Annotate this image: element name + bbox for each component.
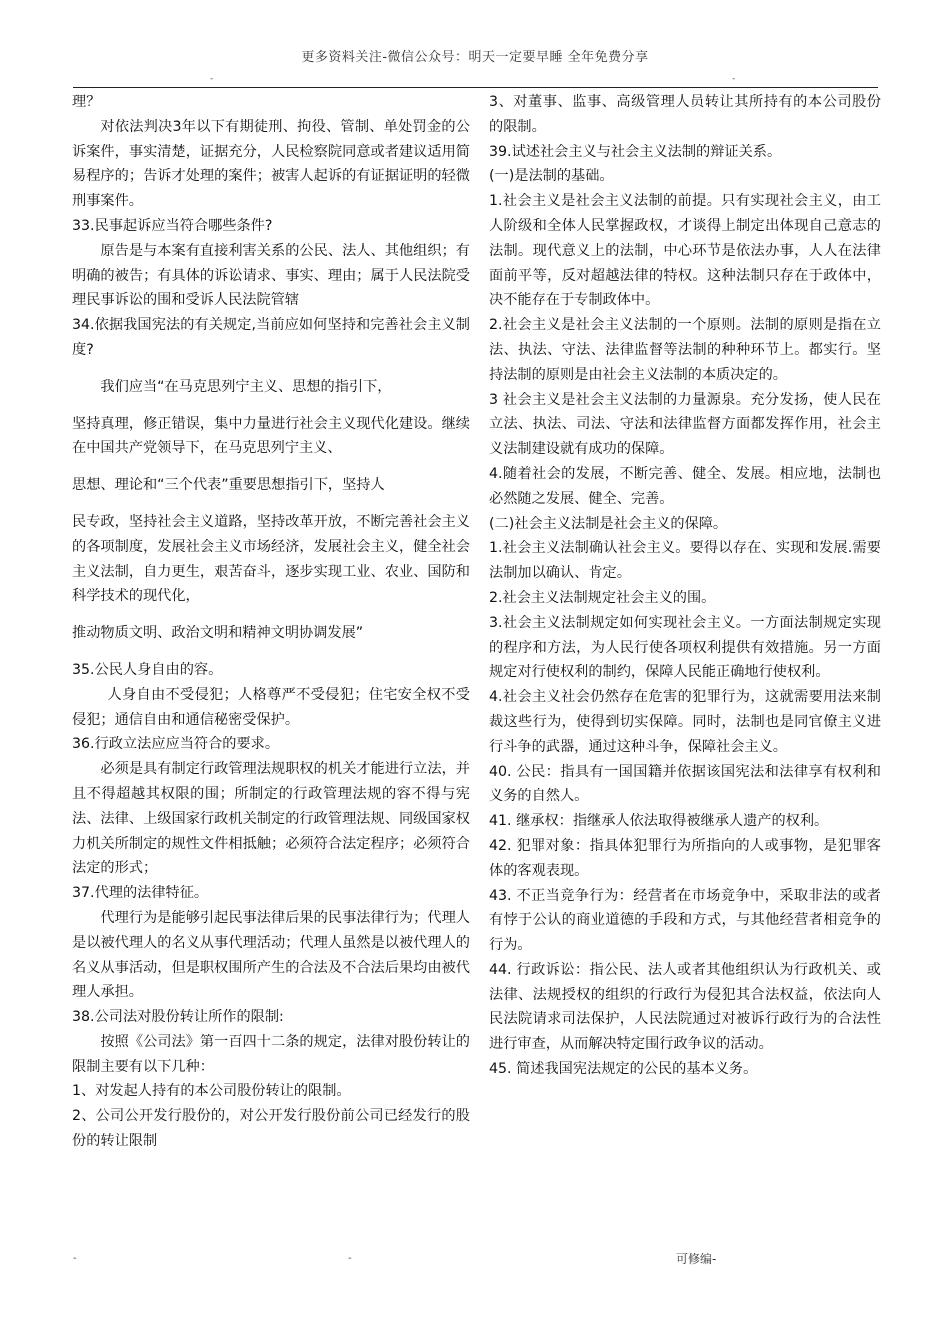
header-mark-left: - [210,74,214,84]
paragraph: 必须是具有制定行政管理法规职权的机关才能进行立法，并且不得超越其权限的围；所制定的行政管理法规的容不得与宪法、法律、上级国家行政机关制定的行政管理法规、同级国家权力机关所制定的规性文件相抵触；必须符合法定程序；必须符合法定的形式； [72,761,470,877]
paragraph: (一)是法制的基础。 [489,168,614,185]
left-text-column [72,90,470,1154]
paragraph: 33.民事起诉应当符合哪些条件? [72,217,273,234]
paragraph: 3、对董事、监事、高级管理人员转让其所持有的本公司股份的限制。 [489,94,881,135]
paragraph: 1.社会主义法制确认社会主义。要得以存在、实现和发展.需要法制加以确认、肯定。 [489,540,881,582]
paragraph: 我们应当“在马克思列宁主义、思想的指引下， [100,378,392,395]
paragraph: 代理行为是能够引起民事法律后果的民事法律行为；代理人是以被代理人的名义从事代理活动；代理人虽然是以被代理人的名义从事活动，但是职权围所产生的合法及不合法后果均由被代理人承担。 [72,909,470,1001]
paragraph: 民专政，坚持社会主义道路，坚持改革开放，不断完善社会主义的各项制度，发展社会主义市场经济，发展社会主义，健全社会主义法制，自力更生，艰苦奋斗，逐步实现工业、农业、国防和科学技术的现代化， [72,513,470,605]
paragraph: 4.社会主义社会仍然存在危害的犯罪行为，这就需要用法来制裁这些行为，使得到切实保障。同时，法制也是同官僚主义进行斗争的武器，通过这种斗争，保障社会主义。 [489,689,881,755]
footer-mark-1: - [73,1253,77,1264]
paragraph: 42. 犯罪对象：指具体犯罪行为所指向的人或事物，是犯罪客体的客观表现。 [489,837,881,879]
paragraph: 1、对发起人持有的本公司股份转让的限制。 [72,1083,351,1100]
paragraph: 44. 行政诉讼：指公民、法人或者其他组织认为行政机关、或法律、法规授权的组织的行政行为侵犯其合法权益，依法向人民法院请求司法保护，人民法院通过对被诉行政行为的合法性进行审查，从而解决特定围行政争议的活动。 [489,961,881,1053]
paragraph: 2.社会主义法制规定社会主义的围。 [489,589,716,606]
paragraph: 坚持真理，修正错误，集中力量进行社会主义现代化建设。继续在中国共产党领导下，在马克思列宁主义、 [72,415,470,457]
paragraph: 人身自由不受侵犯；人格尊严不受侵犯；住宅安全权不受侵犯；通信自由和通信秘密受保护。 [72,686,470,728]
footer-mark-2: - [348,1253,352,1264]
paragraph: 思想、理论和“三个代表”重要思想指引下，坚持人 [72,477,385,494]
paragraph: 3.社会主义法制规定如何实现社会主义。一方面法制规定实现的程序和方法，为人民行使各项权利提供有效措施。另一方面规定对行使权利的制约，保障人民能正确地行使权利。 [489,614,881,681]
paragraph: 2.社会主义是社会主义法制的一个原则。法制的原则是指在立法、执法、守法、法律监督等法制的种种环节上。都实行。坚持法制的原则是由社会主义法制的本质决定的。 [489,317,881,383]
paragraph: 2、公司公开发行股份的，对公开发行股份前公司已经发行的股份的转让限制 [72,1108,470,1150]
right-text-column [489,90,881,1082]
header-divider [73,87,878,88]
paragraph: 40. 公民：指具有一国国籍并依据该国宪法和法律享有权利和义务的自然人。 [489,763,881,805]
paragraph: 3 社会主义是社会主义法制的力量源泉。充分发扬，使人民在立法、执法、司法、守法和法律监督方面都发挥作用，社会主义法制建设就有成功的保障。 [489,391,881,458]
paragraph: 按照《公司法》第一百四十二条的规定，法律对股份转让的限制主要有以下几种： [72,1033,470,1075]
paragraph: 1.社会主义是社会主义法制的前提。只有实现社会主义，由工人阶级和全体人民掌握政权，才谈得上制定出体现自己意志的法制。现代意义上的法制，中心环节是依法办事，人人在法律面前平等，反对超越法律的特权。这种法制只存在于政体中，决不能存在于专制政体中。 [489,193,881,309]
paragraph: 4.随着社会的发展，不断完善、健全、发展。相应地，法制也必然随之发展、健全、完善。 [489,465,881,507]
paragraph: (二)社会主义法制是社会主义的保障。 [489,515,728,532]
paragraph: 45. 简述我国宪法规定的公民的基本义务。 [489,1061,758,1078]
footer-editable-note: 可修编- [676,1252,717,1266]
paragraph: 34.依据我国宪法的有关规定,当前应如何坚持和完善社会主义制度? [72,317,470,358]
paragraph: 推动物质文明、政治文明和精神文明协调发展” [72,625,364,642]
paragraph: 38.公司法对股份转让所作的限制: [72,1009,284,1026]
paragraph: 原告是与本案有直接利害关系的公民、法人、其他组织；有明确的被告；有具体的诉讼请求、事实、理由；属于人民法院受理民事诉讼的围和受诉人民法院管辖 [72,242,470,309]
paragraph: 35.公民人身自由的容。 [72,661,223,678]
paragraph: 理？ [72,94,101,110]
paragraph: 37.代理的法律特征。 [72,885,209,902]
header-mark-right: - [732,74,736,84]
page-header-banner: 更多资料关注-微信公众号：明天一定要早睡 全年免费分享 [301,50,649,65]
paragraph: 对依法判决3年以下有期徒刑、拘役、管制、单处罚金的公诉案件，事实清楚，证据充分，人民检察院同意或者建议适用简易程序的；告诉才处理的案件；被害人起诉的有证据证明的轻微刑事案件。 [72,118,470,210]
paragraph: 41. 继承权：指继承人依法取得被继承人遗产的权利。 [489,813,829,830]
paragraph: 39.试述社会主义与社会主义法制的辩证关系。 [489,143,782,160]
paragraph: 36.行政立法应应当符合的要求。 [72,736,280,753]
paragraph: 43. 不正当竞争行为：经营者在市场竞争中，采取非法的或者有悖于公认的商业道德的手段和方式，与其他经营者相竞争的行为。 [489,887,881,954]
